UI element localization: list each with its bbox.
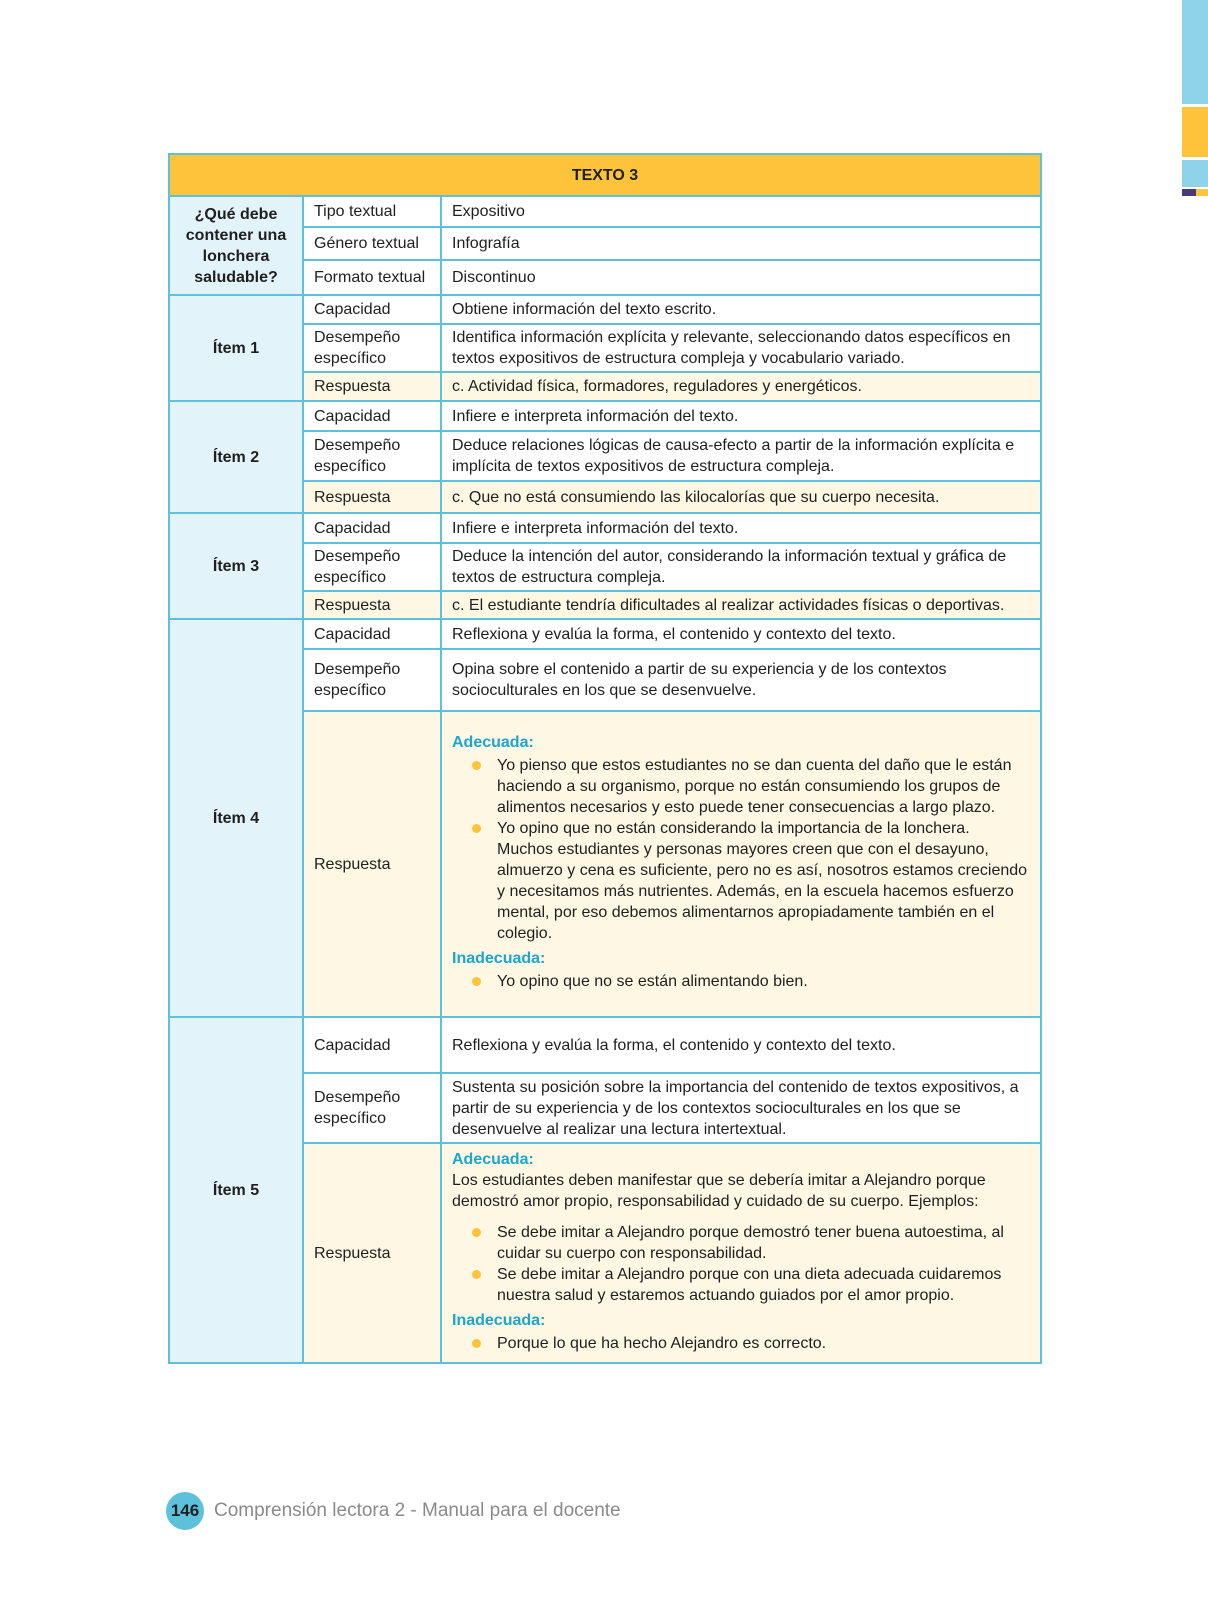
list-item: Yo opino que no están considerando la importancia de la lonchera. Muchos estudiantes y personas mayores creen que con el desayuno, almuerzo y cena es suficiente, pero no es así, nosotros estamos creciendo y necesitamos más nutrientes. Además, en la escuela hacemos esfuerzo mental, por eso debemos alimentarnos apropiadamente también en el colegio. <box>452 818 1030 944</box>
edge-tab-blue <box>1182 0 1208 104</box>
respuesta-label: Respuesta <box>303 372 441 401</box>
item-2-label: Ítem 2 <box>169 401 303 513</box>
footer-title: Comprensión lectora 2 - Manual para el docente <box>214 1500 621 1521</box>
respuesta-value <box>441 711 1041 1017</box>
list-item: Porque lo que ha hecho Alejandro es correcto. <box>452 1333 1030 1354</box>
rubric-table <box>168 153 1042 1364</box>
capacidad-value: Reflexiona y evalúa la forma, el contenido y contexto del texto. <box>441 1017 1041 1073</box>
list-item: Yo pienso que estos estudiantes no se dan cuenta del daño que le están haciendo a su organismo, porque no están consumiendo los grupos de alimentos necesarios y esto puede tener consecuencias a largo plazo. <box>452 755 1030 818</box>
item-3-label: Ítem 3 <box>169 513 303 619</box>
capacidad-value: Infiere e interpreta información del texto. <box>441 401 1041 431</box>
edge-tab-blue-lower <box>1182 160 1208 187</box>
inadecuada-list <box>452 1333 1030 1354</box>
row-value: Discontinuo <box>441 260 1041 295</box>
row-label: Género textual <box>303 227 441 260</box>
adecuada-heading: Adecuada: <box>452 734 534 751</box>
respuesta-label: Respuesta <box>303 481 441 513</box>
list-item: Se debe imitar a Alejandro porque demostró tener buena autoestima, al cuidar su cuerpo con responsabilidad. <box>452 1222 1030 1264</box>
respuesta-value: c. Actividad física, formadores, reguladores y energéticos. <box>441 372 1041 401</box>
desempeno-value: Deduce relaciones lógicas de causa-efecto a partir de la información explícita e implícita de textos expositivos de estructura compleja. <box>441 431 1041 481</box>
desempeno-label: Desempeño específico <box>303 543 441 591</box>
desempeno-value: Opina sobre el contenido a partir de su experiencia y de los contextos socioculturales en los que se desenvuelve. <box>441 649 1041 711</box>
capacidad-value: Reflexiona y evalúa la forma, el contenido y contexto del texto. <box>441 619 1041 649</box>
edge-tab-purple <box>1182 189 1196 196</box>
capacidad-label: Capacidad <box>303 619 441 649</box>
item-4-label: Ítem 4 <box>169 619 303 1017</box>
desempeno-label: Desempeño específico <box>303 649 441 711</box>
desempeno-value: Sustenta su posición sobre la importancia del contenido de textos expositivos, a partir de su experiencia y de los contextos socioculturales en los que se desenvuelve al realizar una lectura intertextual. <box>441 1073 1041 1143</box>
adecuada-list <box>452 1222 1030 1306</box>
capacidad-label: Capacidad <box>303 513 441 543</box>
item-1-label: Ítem 1 <box>169 295 303 401</box>
respuesta-label: Respuesta <box>303 711 441 1017</box>
text-question-label: ¿Qué debe contener una lonchera saludable? <box>169 196 303 295</box>
row-label: Formato textual <box>303 260 441 295</box>
inadecuada-heading: Inadecuada: <box>452 1311 546 1329</box>
list-item: Se debe imitar a Alejandro porque con una dieta adecuada cuidaremos nuestra salud y estaremos actuando guiados por el amor propio. <box>452 1264 1030 1306</box>
inadecuada-list <box>452 971 1030 992</box>
respuesta-label: Respuesta <box>303 591 441 619</box>
adecuada-list <box>452 755 1030 944</box>
item-5-label: Ítem 5 <box>169 1017 303 1363</box>
respuesta-value: c. El estudiante tendría dificultades al realizar actividades físicas o deportivas. <box>441 591 1041 619</box>
adecuada-heading: Adecuada: <box>452 1150 534 1168</box>
table-row <box>169 619 1041 649</box>
desempeno-label: Desempeño específico <box>303 431 441 481</box>
capacidad-label: Capacidad <box>303 1017 441 1073</box>
capacidad-label: Capacidad <box>303 295 441 324</box>
row-value: Infografía <box>441 227 1041 260</box>
table-row <box>169 1017 1041 1073</box>
table-title: TEXTO 3 <box>169 154 1041 196</box>
capacidad-value: Infiere e interpreta información del texto. <box>441 513 1041 543</box>
table-row <box>169 513 1041 543</box>
respuesta-value: c. Que no está consumiendo las kilocalorías que su cuerpo necesita. <box>441 481 1041 513</box>
table-row <box>169 295 1041 324</box>
table-row <box>169 401 1041 431</box>
desempeno-label: Desempeño específico <box>303 1073 441 1143</box>
capacidad-label: Capacidad <box>303 401 441 431</box>
desempeno-label: Desempeño específico <box>303 324 441 372</box>
desempeno-value: Deduce la intención del autor, considerando la información textual y gráfica de textos de estructura compleja. <box>441 543 1041 591</box>
table-header-row <box>169 154 1041 196</box>
respuesta-value <box>441 1143 1041 1363</box>
edge-tab-yellow <box>1182 107 1208 157</box>
desempeno-value: Identifica información explícita y relevante, seleccionando datos específicos en textos expositivos de estructura compleja y vocabulario variado. <box>441 324 1041 372</box>
table-row <box>169 196 1041 227</box>
capacidad-value: Obtiene información del texto escrito. <box>441 295 1041 324</box>
page-number: 146 <box>166 1492 204 1530</box>
adecuada-intro: Los estudiantes deben manifestar que se debería imitar a Alejandro porque demostró amor propio, responsabilidad y cuidado de su cuerpo. Ejemplos: <box>452 1171 986 1210</box>
list-item: Yo opino que no se están alimentando bien. <box>452 971 1030 992</box>
respuesta-label: Respuesta <box>303 1143 441 1363</box>
edge-tab-yellow-small <box>1196 189 1208 196</box>
row-label: Tipo textual <box>303 196 441 227</box>
row-value: Expositivo <box>441 196 1041 227</box>
inadecuada-heading: Inadecuada: <box>452 950 546 967</box>
